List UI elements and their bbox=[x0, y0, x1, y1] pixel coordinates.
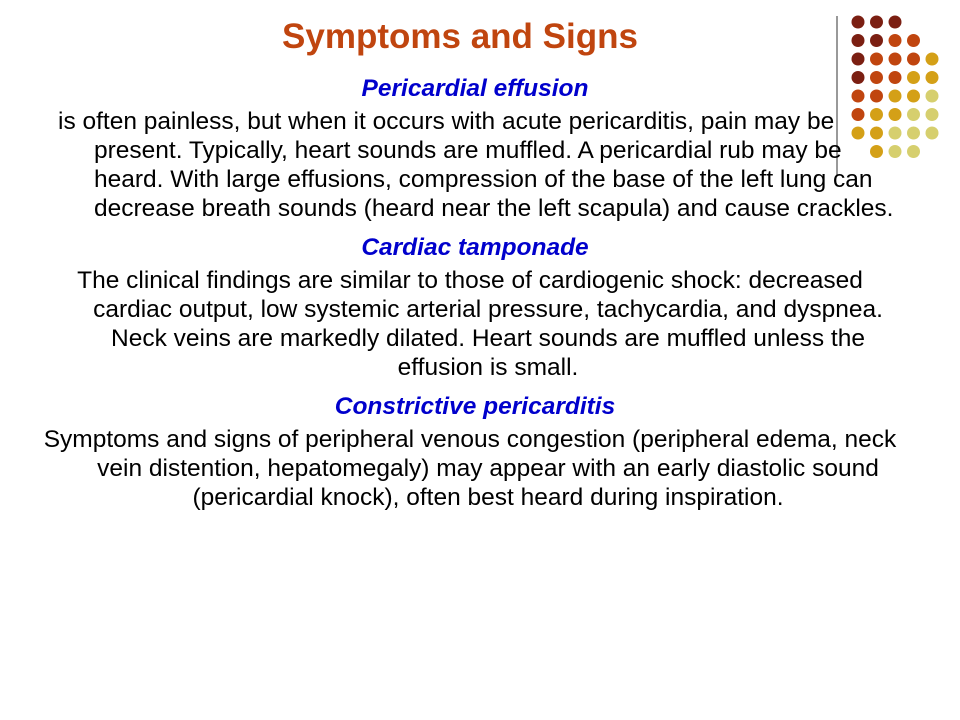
decorative-dot bbox=[926, 90, 939, 103]
slide-body bbox=[40, 70, 910, 512]
decorative-dot bbox=[889, 16, 902, 29]
decorative-dot bbox=[926, 127, 939, 140]
decorative-dot bbox=[907, 53, 920, 66]
heading-constrictive-pericarditis: Constrictive pericarditis bbox=[334, 393, 616, 420]
slide-title: Symptoms and Signs bbox=[282, 17, 638, 56]
decorative-dot bbox=[926, 108, 939, 121]
heading-pericardial-effusion: Pericardial effusion bbox=[361, 75, 589, 102]
text-constrictive-pericarditis: Symptoms and signs of peripheral venous congestion (peripheral edema, neck vein distention, hepatomegaly) may appear with an early diastolic sound (pericardial knock), often best heard during inspiration. bbox=[43, 426, 897, 511]
heading-cardiac-tamponade: Cardiac tamponade bbox=[361, 234, 589, 261]
text-cardiac-tamponade: The clinical findings are similar to those of cardiogenic shock: decreased cardiac output, low systemic arterial pressure, tachycardia, and dyspnea. Neck veins are markedly dilated. Heart sounds are muffled unless the effusion is small. bbox=[77, 267, 883, 381]
decorative-dot bbox=[926, 71, 939, 84]
decorative-dot bbox=[926, 53, 939, 66]
decorative-dot bbox=[889, 34, 902, 47]
decorative-dot bbox=[889, 53, 902, 66]
text-pericardial-effusion: is often painless, but when it occurs with acute pericarditis, pain may be present. Typically, heart sounds are muffled. A pericardial rub may be heard. With large effusions, compression of the base of the left lung can decrease breath sounds (heard near the left scapula) and cause crackles. bbox=[58, 108, 894, 222]
decorative-dot bbox=[907, 34, 920, 47]
